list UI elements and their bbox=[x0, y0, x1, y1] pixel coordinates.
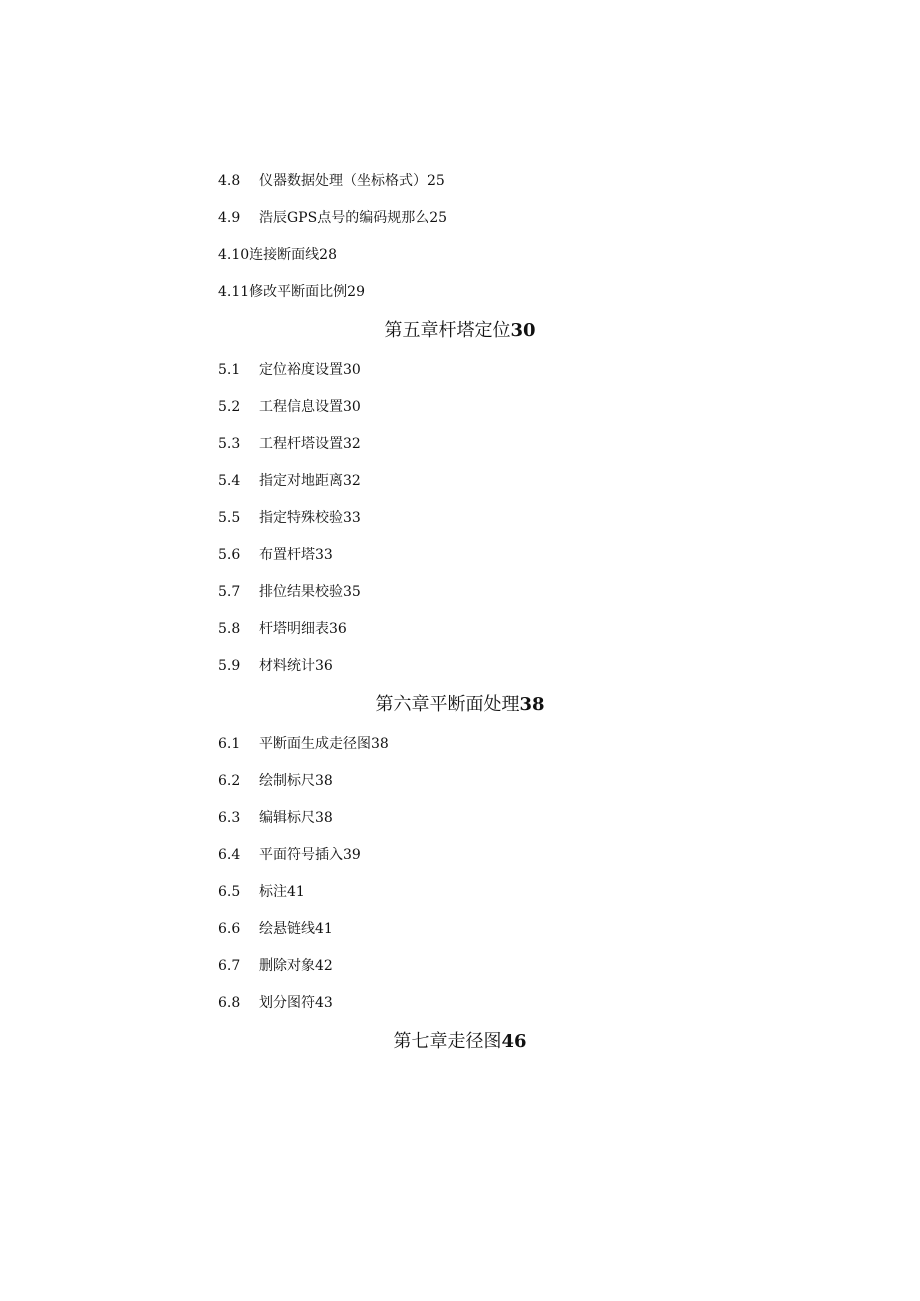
chapter-page: 30 bbox=[510, 320, 536, 341]
toc-entry-title: 划分图符43 bbox=[259, 995, 333, 1011]
toc-entry-6-8[interactable] bbox=[218, 992, 333, 1014]
toc-entry-number: 6.6 bbox=[218, 921, 241, 937]
toc-entry-title: 仪器数据处理（坐标格式）25 bbox=[259, 173, 445, 189]
toc-entry-4-8[interactable] bbox=[218, 170, 445, 192]
toc-entry-6-2[interactable] bbox=[218, 770, 333, 792]
toc-entry-4-9[interactable] bbox=[218, 207, 447, 229]
toc-entry-5-1[interactable] bbox=[218, 359, 361, 381]
toc-entry-4-10[interactable] bbox=[218, 244, 337, 266]
chapter-title: 第六章平断面处理 bbox=[375, 694, 520, 715]
toc-entry-6-4[interactable] bbox=[218, 844, 361, 866]
toc-entry-title: 工程信息设置30 bbox=[259, 399, 361, 415]
toc-entry-number: 6.7 bbox=[218, 958, 241, 974]
toc-entry-6-6[interactable] bbox=[218, 918, 333, 940]
toc-entry-number: 6.5 bbox=[218, 884, 241, 900]
toc-entry-number: 5.3 bbox=[218, 436, 241, 452]
toc-entry-title: 指定特殊校验33 bbox=[259, 510, 361, 526]
toc-chapter-5[interactable] bbox=[0, 318, 920, 344]
toc-entry-title: 指定对地距离32 bbox=[259, 473, 361, 489]
toc-entry-number: 4.8 bbox=[218, 173, 241, 189]
toc-entry-number: 5.9 bbox=[218, 658, 241, 674]
toc-entry-title: 绘悬链线41 bbox=[259, 921, 333, 937]
toc-entry-4-11[interactable] bbox=[218, 281, 365, 303]
toc-entry-title: 编辑标尺38 bbox=[259, 810, 333, 826]
toc-entry-6-7[interactable] bbox=[218, 955, 333, 977]
toc-entry-5-2[interactable] bbox=[218, 396, 361, 418]
toc-chapter-6[interactable] bbox=[0, 692, 920, 718]
toc-entry-title: 杆塔明细表36 bbox=[259, 621, 347, 637]
toc-entry-title: 浩辰GPS点号的编码规那么25 bbox=[259, 210, 448, 226]
toc-entry-number: 5.4 bbox=[218, 473, 241, 489]
toc-entry-5-8[interactable] bbox=[218, 618, 347, 640]
toc-entry-title: 排位结果校验35 bbox=[259, 584, 361, 600]
toc-entry-number: 6.4 bbox=[218, 847, 241, 863]
chapter-page: 38 bbox=[519, 694, 545, 715]
toc-entry-6-5[interactable] bbox=[218, 881, 305, 903]
chapter-page: 46 bbox=[501, 1031, 527, 1052]
toc-chapter-7[interactable] bbox=[0, 1029, 920, 1055]
toc-entry-number: 5.7 bbox=[218, 584, 241, 600]
toc-entry-title: 标注41 bbox=[259, 884, 305, 900]
toc-entry-5-6[interactable] bbox=[218, 544, 333, 566]
toc-entry-title: 布置杆塔33 bbox=[259, 547, 333, 563]
toc-entry-5-9[interactable] bbox=[218, 655, 333, 677]
toc-entry-5-4[interactable] bbox=[218, 470, 361, 492]
toc-entry-title: 工程杆塔设置32 bbox=[259, 436, 361, 452]
toc-entry-title: 平面符号插入39 bbox=[259, 847, 361, 863]
toc-entry-number: 4.10 bbox=[218, 247, 250, 263]
toc-entry-title: 材料统计36 bbox=[259, 658, 333, 674]
toc-entry-number: 4.11 bbox=[218, 284, 250, 300]
toc-entry-number: 5.1 bbox=[218, 362, 241, 378]
toc-entry-title: 平断面生成走径图38 bbox=[259, 736, 389, 752]
toc-entry-title: 定位裕度设置30 bbox=[259, 362, 361, 378]
chapter-title: 第七章走径图 bbox=[393, 1031, 502, 1052]
toc-entry-number: 5.8 bbox=[218, 621, 241, 637]
toc-entry-title: 连接断面线28 bbox=[249, 247, 337, 263]
chapter-title: 第五章杆塔定位 bbox=[384, 320, 511, 341]
toc-entry-5-3[interactable] bbox=[218, 433, 361, 455]
toc-entry-number: 6.2 bbox=[218, 773, 241, 789]
toc-entry-title: 删除对象42 bbox=[259, 958, 333, 974]
toc-entry-number: 6.3 bbox=[218, 810, 241, 826]
toc-entry-number: 5.6 bbox=[218, 547, 241, 563]
toc-entry-6-3[interactable] bbox=[218, 807, 333, 829]
toc-entry-5-7[interactable] bbox=[218, 581, 361, 603]
toc-entry-number: 4.9 bbox=[218, 210, 241, 226]
toc-entry-6-1[interactable] bbox=[218, 733, 389, 755]
toc-entry-title: 绘制标尺38 bbox=[259, 773, 333, 789]
toc-entry-number: 5.2 bbox=[218, 399, 241, 415]
toc-entry-number: 5.5 bbox=[218, 510, 241, 526]
toc-entry-title: 修改平断面比例29 bbox=[249, 284, 365, 300]
toc-entry-5-5[interactable] bbox=[218, 507, 361, 529]
toc-entry-number: 6.8 bbox=[218, 995, 241, 1011]
toc-entry-number: 6.1 bbox=[218, 736, 241, 752]
